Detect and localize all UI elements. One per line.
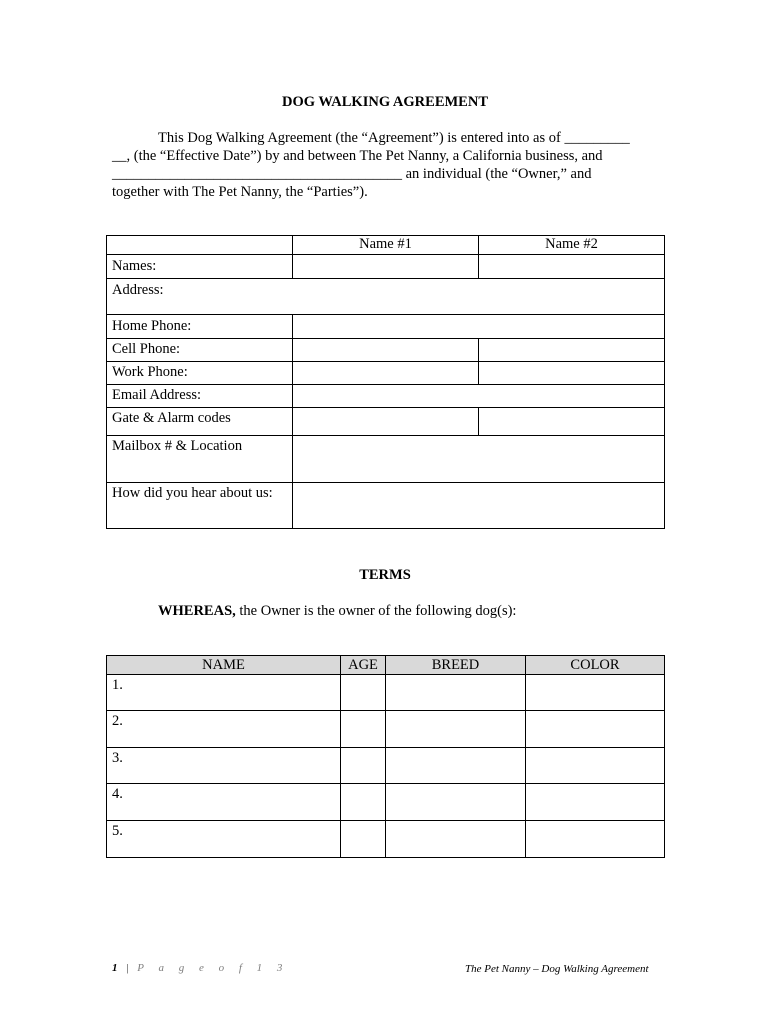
intro-line-3: ________________________________________ an individual (the “Owner,” and [112,166,592,182]
contact-table [106,235,665,529]
row-label-work-phone: Work Phone: [107,362,293,385]
dog-header-age: AGE [341,656,386,675]
dog-row-2-breed[interactable] [386,711,526,748]
dog-row-2-name[interactable]: 2. [107,711,341,748]
dog-row-2-age[interactable] [341,711,386,748]
gate-alarm-field-2[interactable] [479,408,665,436]
home-phone-field[interactable] [293,315,665,339]
intro-line-2: __, (the “Effective Date”) by and between The Pet Nanny, a California business, and [112,148,603,164]
contact-header-blank [107,236,293,255]
whereas-text: the Owner is the owner of the following dog(s): [235,603,517,619]
footer-page-indicator [112,962,288,974]
footer-document-name: The Pet Nanny – Dog Walking Agreement [465,963,649,975]
whereas-bold: WHEREAS, [158,603,236,619]
referral-field[interactable] [293,483,665,529]
cell-phone-field-2[interactable] [479,339,665,362]
names-field-1[interactable] [293,255,479,279]
intro-line-1: This Dog Walking Agreement (the “Agreement”) is entered into as of _________ [158,130,630,146]
dog-row-1-color[interactable] [526,675,665,711]
intro-line-4: together with The Pet Nanny, the “Parties”). [112,184,368,200]
whereas-clause [158,603,516,620]
footer-page-number: 1 [112,962,118,974]
contact-header-name-1: Name #1 [293,236,479,255]
cell-phone-field-1[interactable] [293,339,479,362]
dog-row-1-breed[interactable] [386,675,526,711]
dog-row-3-name[interactable]: 3. [107,748,341,784]
dog-row-4-age[interactable] [341,784,386,821]
dog-row-5-color[interactable] [526,821,665,858]
row-label-email: Email Address: [107,385,293,408]
dog-row-4-name[interactable]: 4. [107,784,341,821]
document-title: DOG WALKING AGREEMENT [282,94,488,110]
email-field[interactable] [293,385,665,408]
dog-row-1-age[interactable] [341,675,386,711]
dog-table [106,655,665,858]
row-label-mailbox: Mailbox # & Location [107,436,293,483]
dog-header-color: COLOR [526,656,665,675]
row-label-referral: How did you hear about us: [107,483,293,529]
dog-row-3-color[interactable] [526,748,665,784]
work-phone-field-2[interactable] [479,362,665,385]
dog-row-4-color[interactable] [526,784,665,821]
footer-separator: | [126,962,129,974]
dog-row-5-name[interactable]: 5. [107,821,341,858]
row-label-cell-phone: Cell Phone: [107,339,293,362]
dog-row-2-color[interactable] [526,711,665,748]
footer-page-of: P a g e o f 1 3 [137,962,289,974]
terms-heading: TERMS [359,567,411,583]
dog-row-1-name[interactable]: 1. [107,675,341,711]
dog-row-5-age[interactable] [341,821,386,858]
row-label-gate-alarm: Gate & Alarm codes [107,408,293,436]
mailbox-field[interactable] [293,436,665,483]
row-label-names: Names: [107,255,293,279]
contact-header-name-2: Name #2 [479,236,665,255]
dog-row-4-breed[interactable] [386,784,526,821]
dog-header-breed: BREED [386,656,526,675]
names-field-2[interactable] [479,255,665,279]
gate-alarm-field-1[interactable] [293,408,479,436]
dog-row-3-age[interactable] [341,748,386,784]
row-label-home-phone: Home Phone: [107,315,293,339]
dog-row-5-breed[interactable] [386,821,526,858]
work-phone-field-1[interactable] [293,362,479,385]
row-label-address: Address: [107,279,665,315]
dog-header-name: NAME [107,656,341,675]
dog-row-3-breed[interactable] [386,748,526,784]
